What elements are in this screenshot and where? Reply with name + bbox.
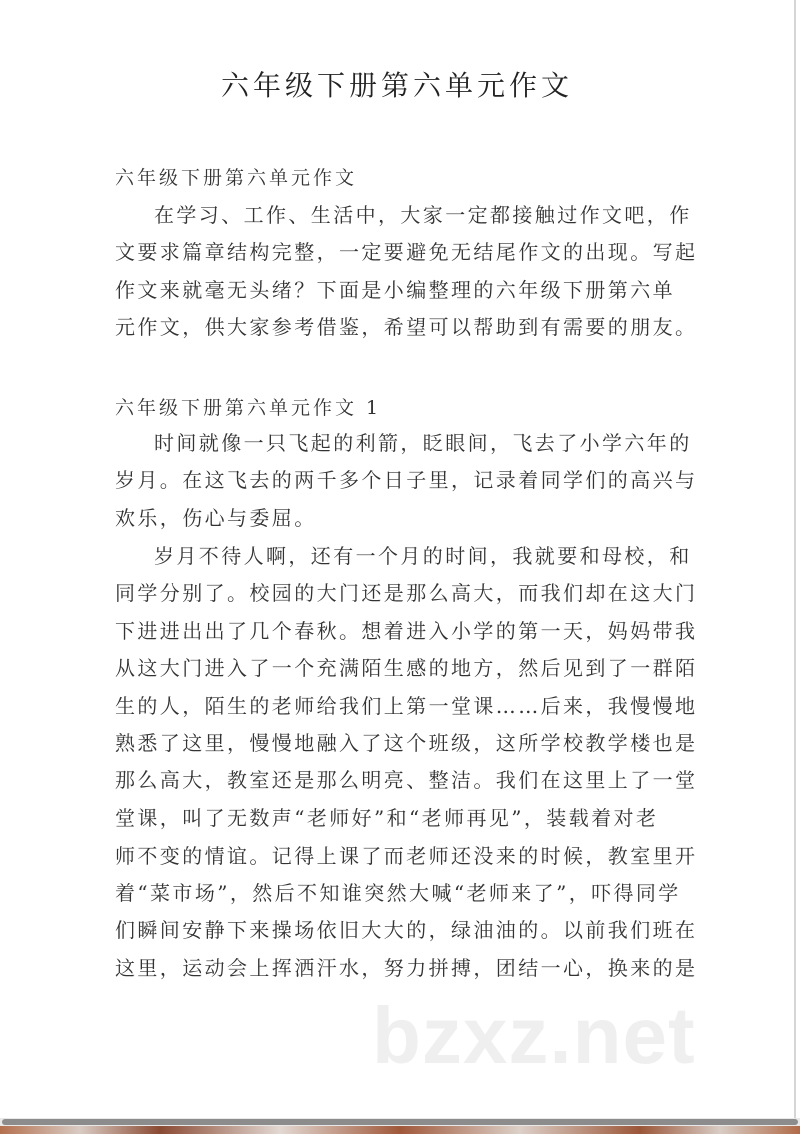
paragraph-line: 时间就像一只飞起的利箭，眨眼间，飞去了小学六年的 [154,431,692,455]
scrollbar-thumb[interactable] [2,1119,798,1125]
paragraph-line: 作文来就毫无头绪？下面是小编整理的六年级下册第六单 [115,278,675,302]
paragraph-line: 生的人，陌生的老师给我们上第一堂课……后来，我慢慢地 [115,694,698,718]
paragraph-line: 熟悉了这里，慢慢地融入了这个班级，这所学校教学楼也是 [115,731,698,755]
paragraph-line: 堂课，叫了无数声“老师好”和“老师再见”，装载着对老 [115,806,659,830]
paragraph-line: 着“菜市场”，然后不知谁突然大喊“老师来了”，吓得同学 [115,881,681,905]
paragraph-line: 下进进出出了几个春秋。想着进入小学的第一天，妈妈带我 [115,619,698,643]
document-title: 六年级下册第六单元作文 [220,69,573,102]
paragraph-line: 这里，运动会上挥洒汗水，努力拼搏，团结一心，换来的是 [115,956,698,980]
paragraph-line: 那么高大，教室还是那么明亮、整洁。我们在这里上了一堂 [115,768,698,792]
section-heading: 六年级下册第六单元作文 1 [115,397,382,419]
background-image-strip [0,1126,800,1134]
paragraph-line: 在学习、工作、生活中，大家一定都接触过作文吧，作 [154,203,692,227]
paragraph-line: 师不变的情谊。记得上课了而老师还没来的时候，教室里开 [115,844,698,868]
paragraph-line: 同学分别了。校园的大门还是那么高大，而我们却在这大门 [115,581,698,605]
paragraph-line: 欢乐，伤心与委屈。 [115,506,317,530]
watermark: bzxz.net [372,991,696,1080]
paragraph-line: 从这大门进入了一个充满陌生感的地方，然后见到了一群陌 [115,656,698,680]
paragraph-line: 岁月。在这飞去的两千多个日子里，记录着同学们的高兴与 [115,468,698,492]
horizontal-scrollbar[interactable] [0,1118,800,1126]
paragraph-line: 们瞬间安静下来操场依旧大大的，绿油油的。以前我们班在 [115,918,698,942]
paragraph-line: 岁月不待人啊，还有一个月的时间，我就要和母校，和 [154,544,692,568]
paragraph-line: 文要求篇章结构完整，一定要避免无结尾作文的出现。写起 [115,240,698,264]
paragraph-line: 元作文，供大家参考借鉴，希望可以帮助到有需要的朋友。 [115,315,698,339]
section-heading: 六年级下册第六单元作文 [115,167,358,189]
